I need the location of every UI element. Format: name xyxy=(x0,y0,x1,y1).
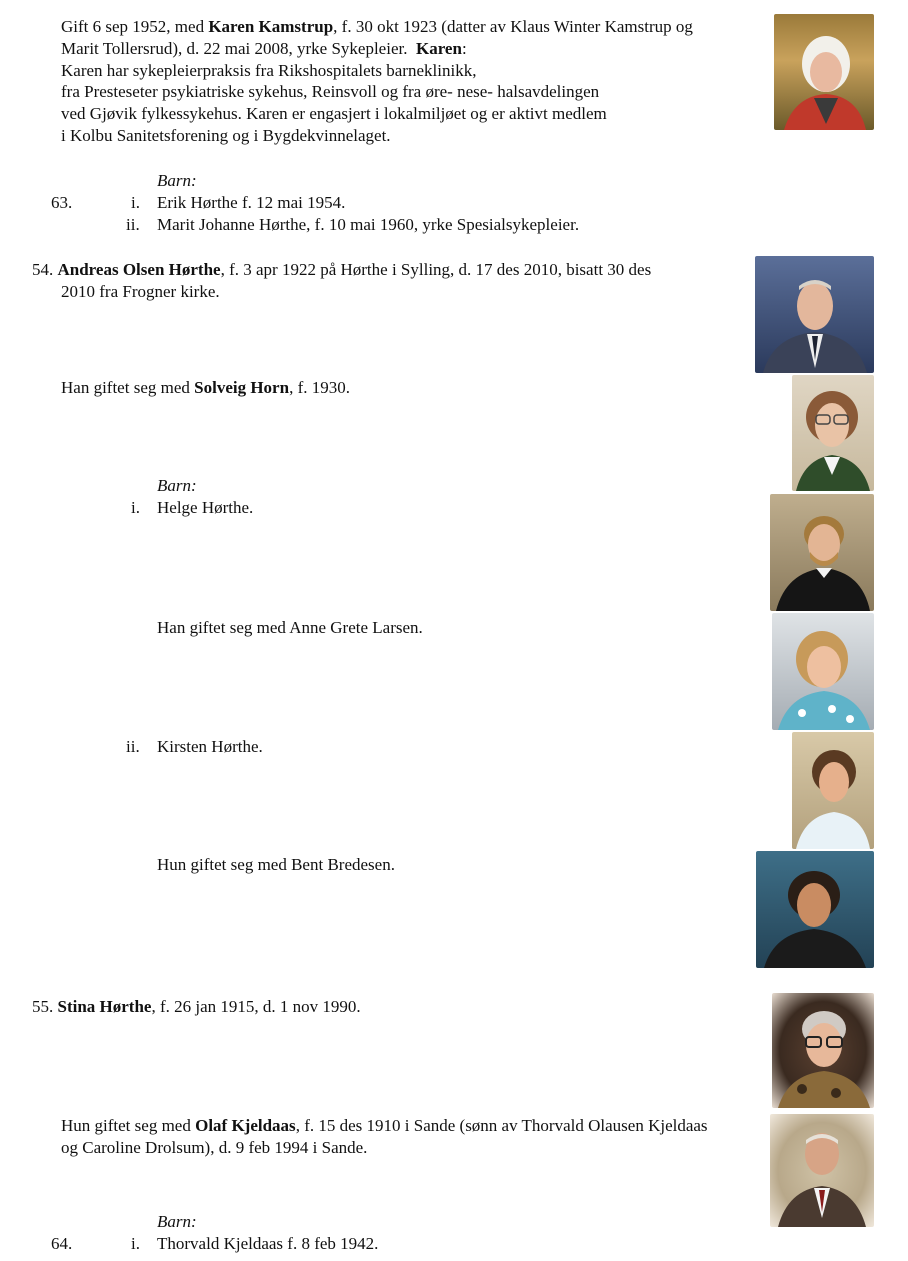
helge-marriage: Han giftet seg med Anne Grete Larsen. xyxy=(157,618,423,637)
person-name-andreas: Andreas Olsen Hørthe xyxy=(57,260,221,279)
child-numeral-i: i. xyxy=(131,498,140,517)
portrait-photo-olaf xyxy=(770,1114,874,1227)
karen-line-1: Gift 6 sep 1952, med Karen Kamstrup, f. 30 okt 1923 (datter av Klaus Winter Kamstrup og xyxy=(61,17,693,36)
kirsten-marriage: Hun giftet seg med Bent Bredesen. xyxy=(157,855,395,874)
karen-line-3: Karen har sykepleierpraksis fra Rikshospitalets barneklinikk, xyxy=(61,61,477,80)
entry-55-line-1: 55. Stina Hørthe, f. 26 jan 1915, d. 1 nov 1990. xyxy=(32,997,361,1016)
child-erik: Erik Hørthe f. 12 mai 1954. xyxy=(157,193,346,212)
entry-number: 54. xyxy=(32,260,54,279)
karen-line-5: ved Gjøvik fylkessykehus. Karen er engasjert i lokalmiljøet og er aktivt medlem xyxy=(61,104,607,123)
entry-55-marriage-line-2: og Caroline Drolsum), d. 9 feb 1994 i Sande. xyxy=(61,1138,368,1157)
karen-line-4: fra Presteseter psykiatriske sykehus, Reinsvoll og fra øre- nese- halsavdelingen xyxy=(61,82,600,101)
child-numeral-i: i. xyxy=(131,1234,140,1253)
entry-55-marriage-line-1: Hun giftet seg med Olaf Kjeldaas, f. 15 des 1910 i Sande (sønn av Thorvald Olausen Kjeldaas xyxy=(61,1116,708,1135)
child-helge: Helge Hørthe. xyxy=(157,498,254,517)
child-numeral-ii: ii. xyxy=(126,215,140,234)
karen-line-2: Marit Tollersrud), d. 22 mai 2008, yrke Sykepleier. Karen: xyxy=(61,39,467,58)
child-numeral-i: i. xyxy=(131,193,140,212)
entry-54-line-2: 2010 fra Frogner kirke. xyxy=(61,282,220,301)
entry-number: 55. xyxy=(32,997,54,1016)
child-thorvald: Thorvald Kjeldaas f. 8 feb 1942. xyxy=(157,1234,379,1253)
barn-heading-3: Barn: xyxy=(157,1212,197,1231)
spouse-name-karen: Karen Kamstrup xyxy=(208,17,334,36)
barn-heading-2: Barn: xyxy=(157,476,197,495)
child-marit: Marit Johanne Hørthe, f. 10 mai 1960, yrke Spesialsykepleier. xyxy=(157,215,580,234)
portrait-photo-andreas xyxy=(755,256,874,373)
child-kirsten: Kirsten Hørthe. xyxy=(157,737,263,756)
portrait-photo-stina xyxy=(772,993,874,1108)
spouse-name-olaf: Olaf Kjeldaas xyxy=(195,1116,296,1135)
portrait-photo-bent xyxy=(756,851,874,968)
child-ref-63: 63. xyxy=(51,193,73,212)
person-name-stina: Stina Hørthe xyxy=(57,997,152,1016)
entry-54-marriage: Han giftet seg med Solveig Horn, f. 1930. xyxy=(61,378,350,397)
portrait-photo-anne-grete xyxy=(772,613,874,730)
portrait-photo-solveig xyxy=(792,375,874,491)
portrait-photo-karen xyxy=(774,14,874,130)
barn-heading-1: Barn: xyxy=(157,171,197,190)
entry-54-line-1: 54. Andreas Olsen Hørthe, f. 3 apr 1922 på Hørthe i Sylling, d. 17 des 2010, bisatt 30 des xyxy=(32,260,652,279)
child-numeral-ii: ii. xyxy=(126,737,140,756)
child-ref-64: 64. xyxy=(51,1234,73,1253)
portrait-photo-kirsten xyxy=(792,732,874,849)
karen-line-6: i Kolbu Sanitetsforening og i Bygdekvinnelaget. xyxy=(61,126,391,145)
portrait-photo-helge xyxy=(770,494,874,611)
spouse-name-solveig: Solveig Horn xyxy=(194,378,290,397)
